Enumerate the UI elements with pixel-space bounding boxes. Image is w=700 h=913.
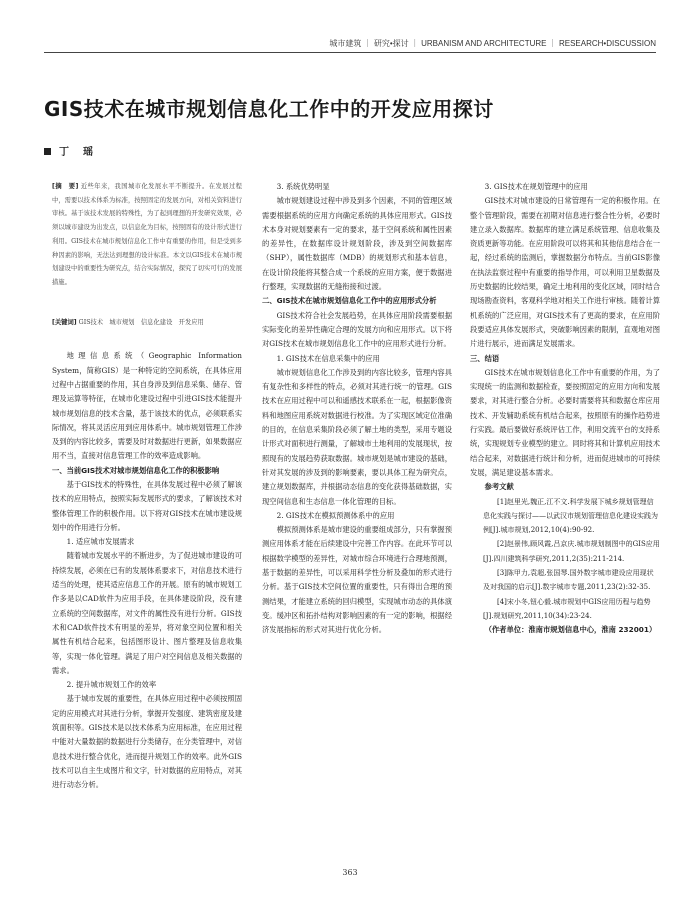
section-3-heading: 三、结语 [470,353,500,363]
journal-name-en: URBANISM AND ARCHITECTURE [421,39,547,48]
reference-item: [4]宋小冬,钮心毅.城市规划中GIS应用历程与趋势[J].规划研究,2011,10(34):23-24. [483,597,651,620]
subsection-2-3-paragraph: GIS技术对城市建设的日常管理有一定的积极作用。在整个管理阶段，需要在初期对信息进行整合性分析，必要时建立录入数据库。数据库的建立满足系统管理、信息收集及资质更新等功能。在应用阶段可以将其和其他信息结合在一起，经过系统的监测后，掌握数据分布特点。当前GIS影像在执法监察过程中有重要的指导作用，可以利用卫星数据及历史数据的比较结果，确定土地利用的变化区域，同时结合现场勘查资料，客观科学地对相关工作进行审核。随着计算机系统的广泛应用，对GIS技术有了更高的要求，在应用阶段要适应具体发展形式，突破影响因素的限制，直观地对图片进行展示，进而满足发展需求。 [470,196,660,349]
subsection-1-2-paragraph: 基于城市发展的重要性，在具体应用过程中必须按照固定的应用模式对其进行分析，掌握开发强度、建筑密度及建筑面积等。GIS技术是以技术体系为应用标准，在应用过程中能对大量数据的数据进行分类储存，在分类管理中，对信息技术进行整合优化，进而提升规划工作的效率。此外GIS技术可以自主生成图片和文字，针对数据的应用特点，对其进行动态分析。 [52,694,242,790]
subsection-1-1-heading: 1. 适应城市发展需求 [66,537,135,547]
column-2 [262,180,452,638]
reference-item: [3]陈甲力,袁超,张国琴.国外数字城市建设应用现状及对我国的启示[J].数字城市专题,2011,23(2):32-35. [483,569,654,592]
abstract-text: 近些年来，我国城市化发展水平不断提升。在发展过程中，需要以技术体系为标准，按照固定的发展方向，对相关资料进行审核。基于该技术发展的特殊性，为了起到理想的开发研究效果，必须以城市建设为出发点，以信息化为目标，按照固有的设计形式进行利用。GIS技术在城市规划信息化工作中有重要的作用，但是受到多种因素的影响，无法达到理想的设计标准。本文以GIS技术在城市规划建设中的重要性为研究点，结合实际情况，探究了切实可行的发展措施。 [52,183,242,286]
section-1-paragraph: 基于GIS技术的特殊性，在具体发展过程中必须了解该技术的应用特点，按照实际发展形式的要求，了解该技术对整体管理工作的积极作用。以下将对GIS技术在城市建设规划中的作用进行分析。 [52,480,242,532]
reference-item: [2]赵景伟,顾风霞,吕京庆.城市规划制图中的GIS应用[J].四川建筑科学研究,2011,2(35):211-214. [483,540,660,563]
reference-item: [1]赵里光,魏正,江不文.科学发展下城乡规划管理信息化实践与探讨——以武汉市规划管理信息化建设实践为例[J].城市规划,2012,10(4):90-92. [483,497,658,535]
section-2-paragraph: GIS技术符合社会发展趋势，在具体应用阶段需要根据实际变化的差异性确定合理的发展方向和应用形式。以下将对GIS技术在城市规划信息化工作中的应用形式进行分析。 [262,310,452,349]
running-header: 城市建筑 ｜ 研究•探讨 ｜ URBANISM AND ARCHITECTURE ｜ RESEARCH•DISCUSSION [329,39,656,48]
author-affiliation: （作者单位：淮南市规划信息中心，淮南 232001） [484,625,657,635]
subsection-2-3-heading: 3. GIS技术在规划管理中的应用 [484,182,588,191]
author-line [44,143,95,158]
column-1 [52,180,242,793]
article-title: GIS技术在城市规划信息化工作中的开发应用探讨 [44,97,494,121]
subsection-1-3-heading: 3. 系统优势明显 [276,182,330,191]
subsection-2-1-heading: 1. GIS技术在信息采集中的应用 [276,353,380,363]
journal-name: 城市建筑 [329,39,362,48]
subsection-2-2-paragraph: 模拟预测体系是城市建设的重要组成部分，只有掌握预测应用体系才能在后续建设中完善工作内容。在此环节可以根据数学模型的差异性，对城市综合环境进行合理地预测，基于数据的差异性，可以采用科学性分析及叠加的形式进行分析。基于GIS技术空间位置的重要性，只有得出合理的预测结果，才能建立系统的回归模型，实现城市动态的具体演变。缓冲区和拓扑结构对影响因素的有一定的影响，根据经济发展指标的形式对其进行优化分析。 [262,525,452,635]
subsection-1-2-heading: 2. 提升城市规划工作的效率 [66,680,157,690]
abstract-block [52,180,242,290]
column-name-en: RESEARCH•DISCUSSION [558,39,656,48]
abstract-label: [摘 要] [52,183,79,190]
subsection-1-3-paragraph: 城市规划建设过程中涉及到多个因素，不同的管理区域需要根据系统的应用方向确定系统的具体应用形式。GIS技术本身对规划要素有一定的要求，基于空间系统和属性因素的差异性，在数据库设计规划阶段，涉及到空间数据库（SHP），属性数据库（MDB）的规划形式和基本信息，在设计阶段能将其整合成一个系统的应用方案，便于数据进行整理，实现数据的无缝衔接和过渡。 [262,196,452,292]
intro-paragraph: 地理信息系统（Geographic Information System，简称GIS）是一种特定的空间系统，在具体应用过程中占据重要的作用，其自身涉及到信息采集、储存、管理及运算等特征，在城市化建设过程中引进GIS技术能提升城市规划信息的技术含量，基于该技术的优点，必须联系实际情况，将其灵活应用到应用体系中。城市规划管理工作涉及到的内容比较多，需要及时对数据进行更新，如果数据应用不当，直接对信息管理工作的效率造成影响。 [52,351,242,461]
square-bullet-icon [44,148,51,155]
header-rule [44,52,656,53]
column-name: 研究•探讨 [373,39,409,48]
section-1-heading: 一、当前GIS技术对城市规划信息化工作的积极影响 [52,465,220,475]
keywords-text: GIS技术 城市规划 信息化建设 开发应用 [78,318,204,326]
references-heading: 参考文献 [484,482,514,492]
subsection-1-1-paragraph: 随着城市发展水平的不断进步，为了促进城市建设的可持续发展，必须在已有的发展体系要求下，对信息技术进行适当的处理，使其适应信息工作的开展。原有的城市规划工作多是以CAD软件为应用手段，在具体建设阶段，没有建立系统的空间数据库，对文件的属性没有进行分析。GIS技术和CAD软件技术有明显的差异，将对象空间位置和相关属性有机结合起来，包括图形设计、图片整理及信息收集等，实现一体化管理。满足了用户对空间信息及相关数据的需求。 [52,551,242,675]
section-2-heading: 二、GIS技术在城市规划信息化工作中的应用形式分析 [262,296,437,306]
column-3 [470,180,660,638]
section-3-paragraph: GIS技术在城市规划信息化工作中有重要的作用，为了实现统一的监测和数据检查，要按照固定的应用方向和发展要求，对其进行整合分析。必要时需要将其和数据仓库应用技术、开发辅助系统有机结合起来，按照原有的操作趋势进行实践。最后要做好系统评估工作，利用交流平台的支持系统，实现规划专业模型的建立。同时将其和计算机应用技术结合起来，对数据进行统计和分析，进而促进城市的可持续发展，满足建设基本需求。 [470,367,660,477]
subsection-2-2-heading: 2. GIS技术在模拟预测体系中的应用 [276,510,395,520]
keywords-block [52,316,242,330]
author-name: 丁 瑶 [59,147,95,158]
keywords-label: [关键词] [52,318,77,326]
page-number: 363 [342,868,358,877]
subsection-2-1-paragraph: 城市规划信息化工作涉及到的内容比较多，管理内容具有复杂性和多样性的特点，必须对其进行统一的管理。GIS技术在应用过程中可以和遥感技术联系在一起，根据影像资料和地图应用系统对数据进行校准。为了实现区域定位准确的目的，在信息采集阶段必须了解土地的类型，采用专题设计形式对面积进行测量，了解城市土地利用的发展现状，按照现有的发展趋势获取数据。城市规划是城市建设的基础，针对其发展的涉及到的影响要素，要以具体工程为研究点，建立规划数据库，并根据动态信息的变化获得基础数据，实现空间信息和生态信息一体化管理的目标。 [262,367,452,506]
